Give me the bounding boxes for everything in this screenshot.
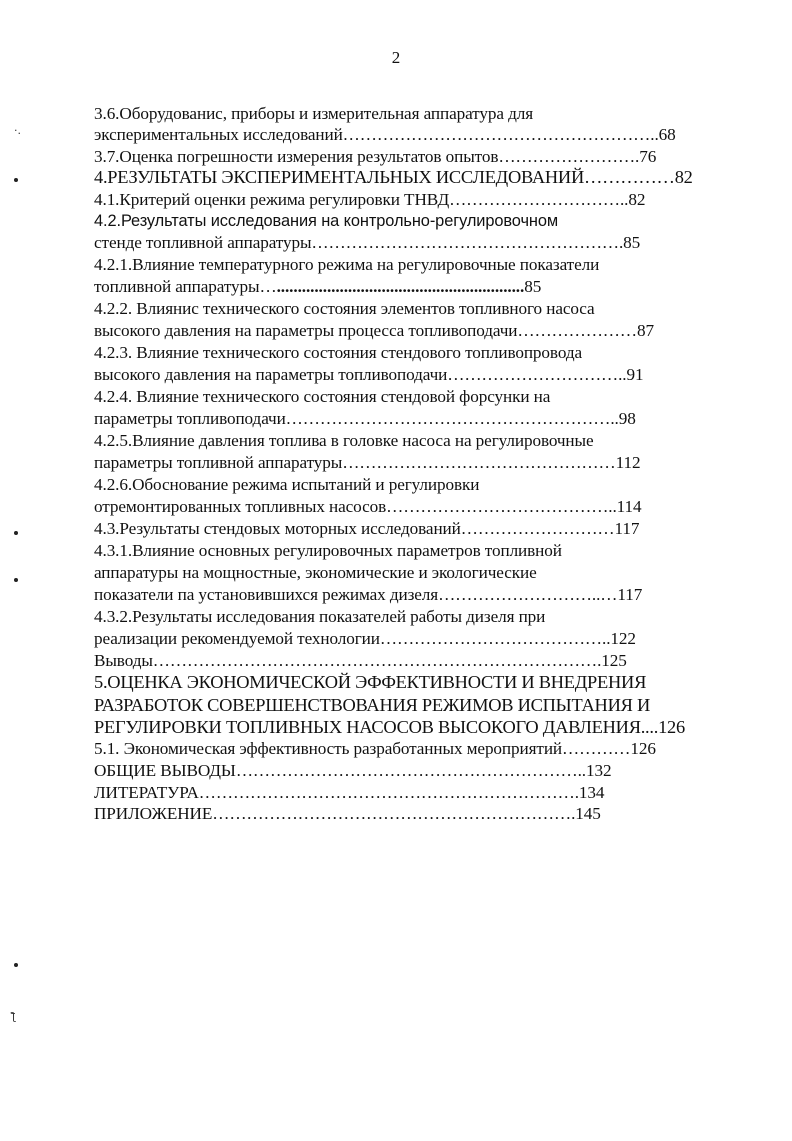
toc-line: отремонтированных топливных насосов…………………………………..114 [94,497,642,516]
toc-line: 3.6.Оборудованис, приборы и измерительная аппаратура для [94,104,533,123]
toc-line: 5.1. Экономическая эффективность разработанных мероприятий…………126 [94,739,656,758]
toc-line-text: топливной аппаратуры… [94,277,277,296]
toc-line: ОБЩИЕ ВЫВОДЫ……………………………………………………..132 [94,761,612,780]
toc-line [94,277,541,297]
toc-line: 4.2.6.Обоснование режима испытаний и регулировки [94,475,480,494]
toc-line: аппаратуры на мощностные, экономические и экологические [94,563,537,582]
toc-line: 3.7.Оценка погрешности измерения результатов опытов…………………….76 [94,147,657,166]
toc-line: 4.2.3. Влияние технического состояния стендового топливопровода [94,343,582,362]
toc-line: 5.ОЦЕНКА ЭКОНОМИЧЕСКОЙ ЭФФЕКТИВНОСТИ И ВНЕДРЕНИЯ [94,672,647,692]
toc-line: 4.2.2. Влиянис технического состояния элементов топливного насоса [94,299,595,318]
scan-artifact-dot [14,963,18,967]
toc-line: параметры топливной аппаратуры…………………………………………112 [94,453,641,472]
toc-line: 4.2.5.Влияние давления топлива в головке насоса на регулировочные [94,431,594,450]
toc-line: стенде топливной аппаратуры……………………………………………….85 [94,233,641,252]
scan-artifact-dot [14,531,18,535]
page-number: 2 [391,48,401,67]
toc-line-dots: ........................................................... [276,277,525,296]
scan-artifact-dot [14,178,18,182]
toc-line: ПРИЛОЖЕНИЕ……………………………………………………….145 [94,804,601,823]
toc-line: высокого давления на параметры топливоподачи…………………………..91 [94,365,644,384]
toc-line: 4.2.Результаты исследования на контрольно-регулировочном [94,212,559,230]
toc-line: 4.3.Результаты стендовых моторных исследований………………………117 [94,519,640,538]
toc-line: РЕГУЛИРОВКИ ТОПЛИВНЫХ НАСОСОВ ВЫСОКОГО ДАВЛЕНИЯ....126 [94,717,685,737]
toc-line: 4.2.1.Влияние температурного режима на регулировочные показатели [94,255,600,274]
toc-line: 4.РЕЗУЛЬТАТЫ ЭКСПЕРИМЕНТАЛЬНЫХ ИССЛЕДОВАНИЙ……………82 [94,167,693,187]
scan-artifact-dot [14,578,18,582]
scan-artifact-mark: ·. [14,124,21,137]
toc-line: ЛИТЕРАТУРА………………………………………………………….134 [94,783,605,802]
toc-line-page: 85 [524,277,542,296]
toc-line: 4.2.4. Влияние технического состояния стендовой форсунки на [94,387,551,406]
scan-artifact-mark: ƪ [12,1010,16,1023]
toc-line: высокого давления на параметры процесса топливоподачи…………………87 [94,321,654,340]
toc-line: реализации рекомендуемой технологии…………………………………..122 [94,629,636,648]
toc-line: параметры топливоподачи…………………………………………………..98 [94,409,636,428]
toc-line: показатели па установившихся режимах дизеля………………………..…117 [94,585,643,604]
toc-line: экспериментальных исследований………………………………………………..68 [94,125,676,144]
toc-line: РАЗРАБОТОК СОВЕРШЕНСТВОВАНИЯ РЕЖИМОВ ИСПЫТАНИЯ И [94,695,651,715]
toc-line: Выводы…………………………………………………………………….125 [94,651,627,670]
toc-line: 4.1.Критерий оценки режима регулировки ТНВД…………………………..82 [94,190,646,209]
toc-line: 4.3.2.Результаты исследования показателей работы дизеля при [94,607,546,626]
toc-line: 4.3.1.Влияние основных регулировочных параметров топливной [94,541,562,560]
